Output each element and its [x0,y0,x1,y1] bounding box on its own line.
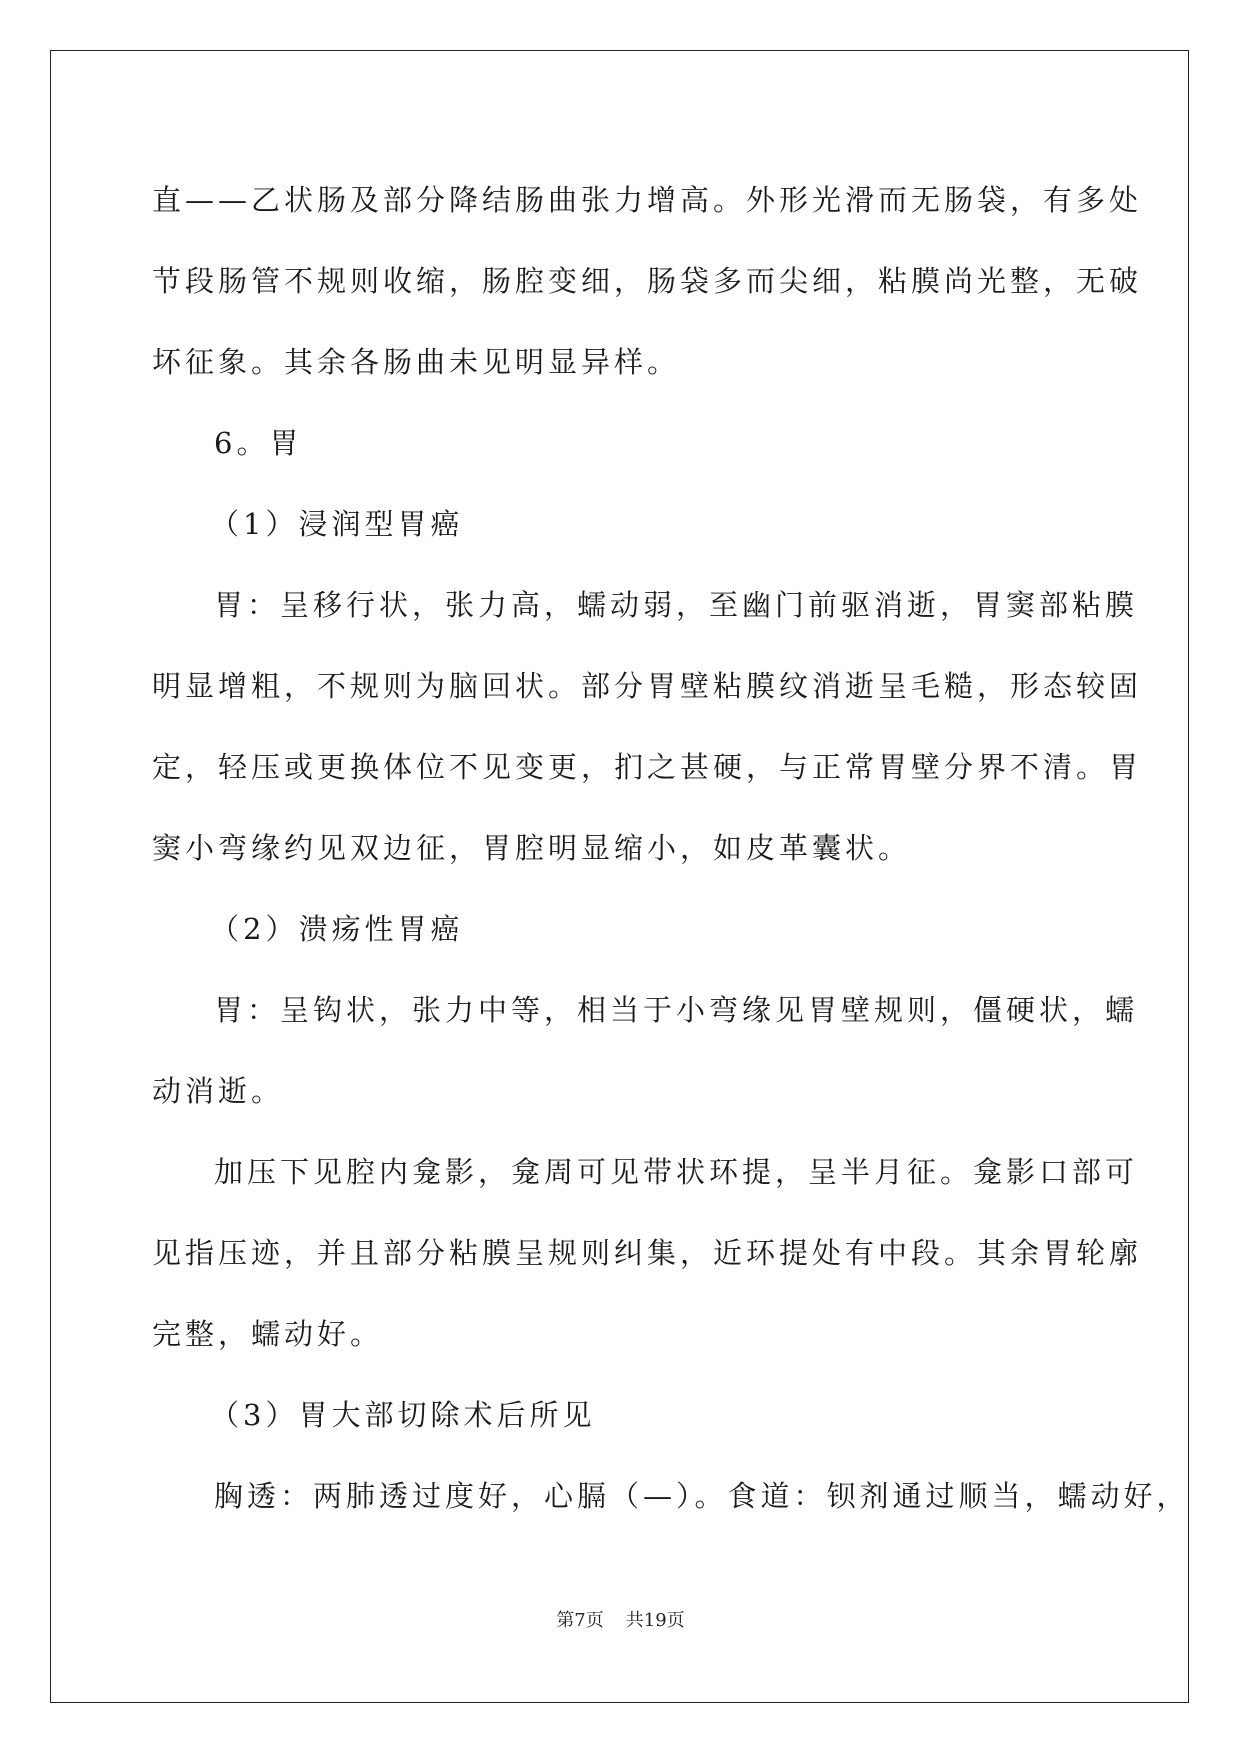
text-line: 动消逝。 [152,1074,285,1108]
page-number: 第7页 [556,1610,604,1631]
text-line: 明显增粗，不规则为脑回状。部分胃壁粘膜纹消逝呈毛糙，形态较固 [152,669,1143,703]
subsection-heading: （1）浸润型胃癌 [210,507,464,541]
subsection-heading: （2）溃疡性胃癌 [210,912,464,946]
section-heading: 6。胃 [214,426,303,460]
text-line: 直——乙状肠及部分降结肠曲张力增高。外形光滑而无肠袋，有多处 [152,183,1143,217]
text-line: 胃：呈移行状，张力高，蠕动弱，至幽门前驱消逝，胃窦部粘膜 [214,588,1139,622]
page-total: 共19页 [625,1610,685,1631]
text-line: 加压下见腔内龛影，龛周可见带状环提，呈半月征。龛影口部可 [214,1155,1139,1189]
page-footer [0,1606,1241,1632]
text-line: 见指压迹，并且部分粘膜呈规则纠集，近环提处有中段。其余胃轮廓 [152,1236,1143,1270]
text-line: 完整，蠕动好。 [152,1317,384,1351]
text-line: 坏征象。其余各肠曲未见明显异样。 [152,345,681,379]
text-line: 胸透：两肺透过度好，心膈（—）。食道：钡剂通过顺当，蠕动好， [214,1479,1190,1513]
document-body [152,160,1190,1537]
text-line: 节段肠管不规则收缩，肠腔变细，肠袋多而尖细，粘膜尚光整，无破 [152,264,1143,298]
text-line: 胃：呈钩状，张力中等，相当于小弯缘见胃壁规则，僵硬状，蠕 [214,993,1139,1027]
subsection-heading: （3）胃大部切除术后所见 [210,1398,596,1432]
text-line: 定，轻压或更换体位不见变更，扪之甚硬，与正常胃壁分界不清。胃 [152,750,1143,784]
text-line: 窦小弯缘约见双边征，胃腔明显缩小，如皮革囊状。 [152,831,912,865]
